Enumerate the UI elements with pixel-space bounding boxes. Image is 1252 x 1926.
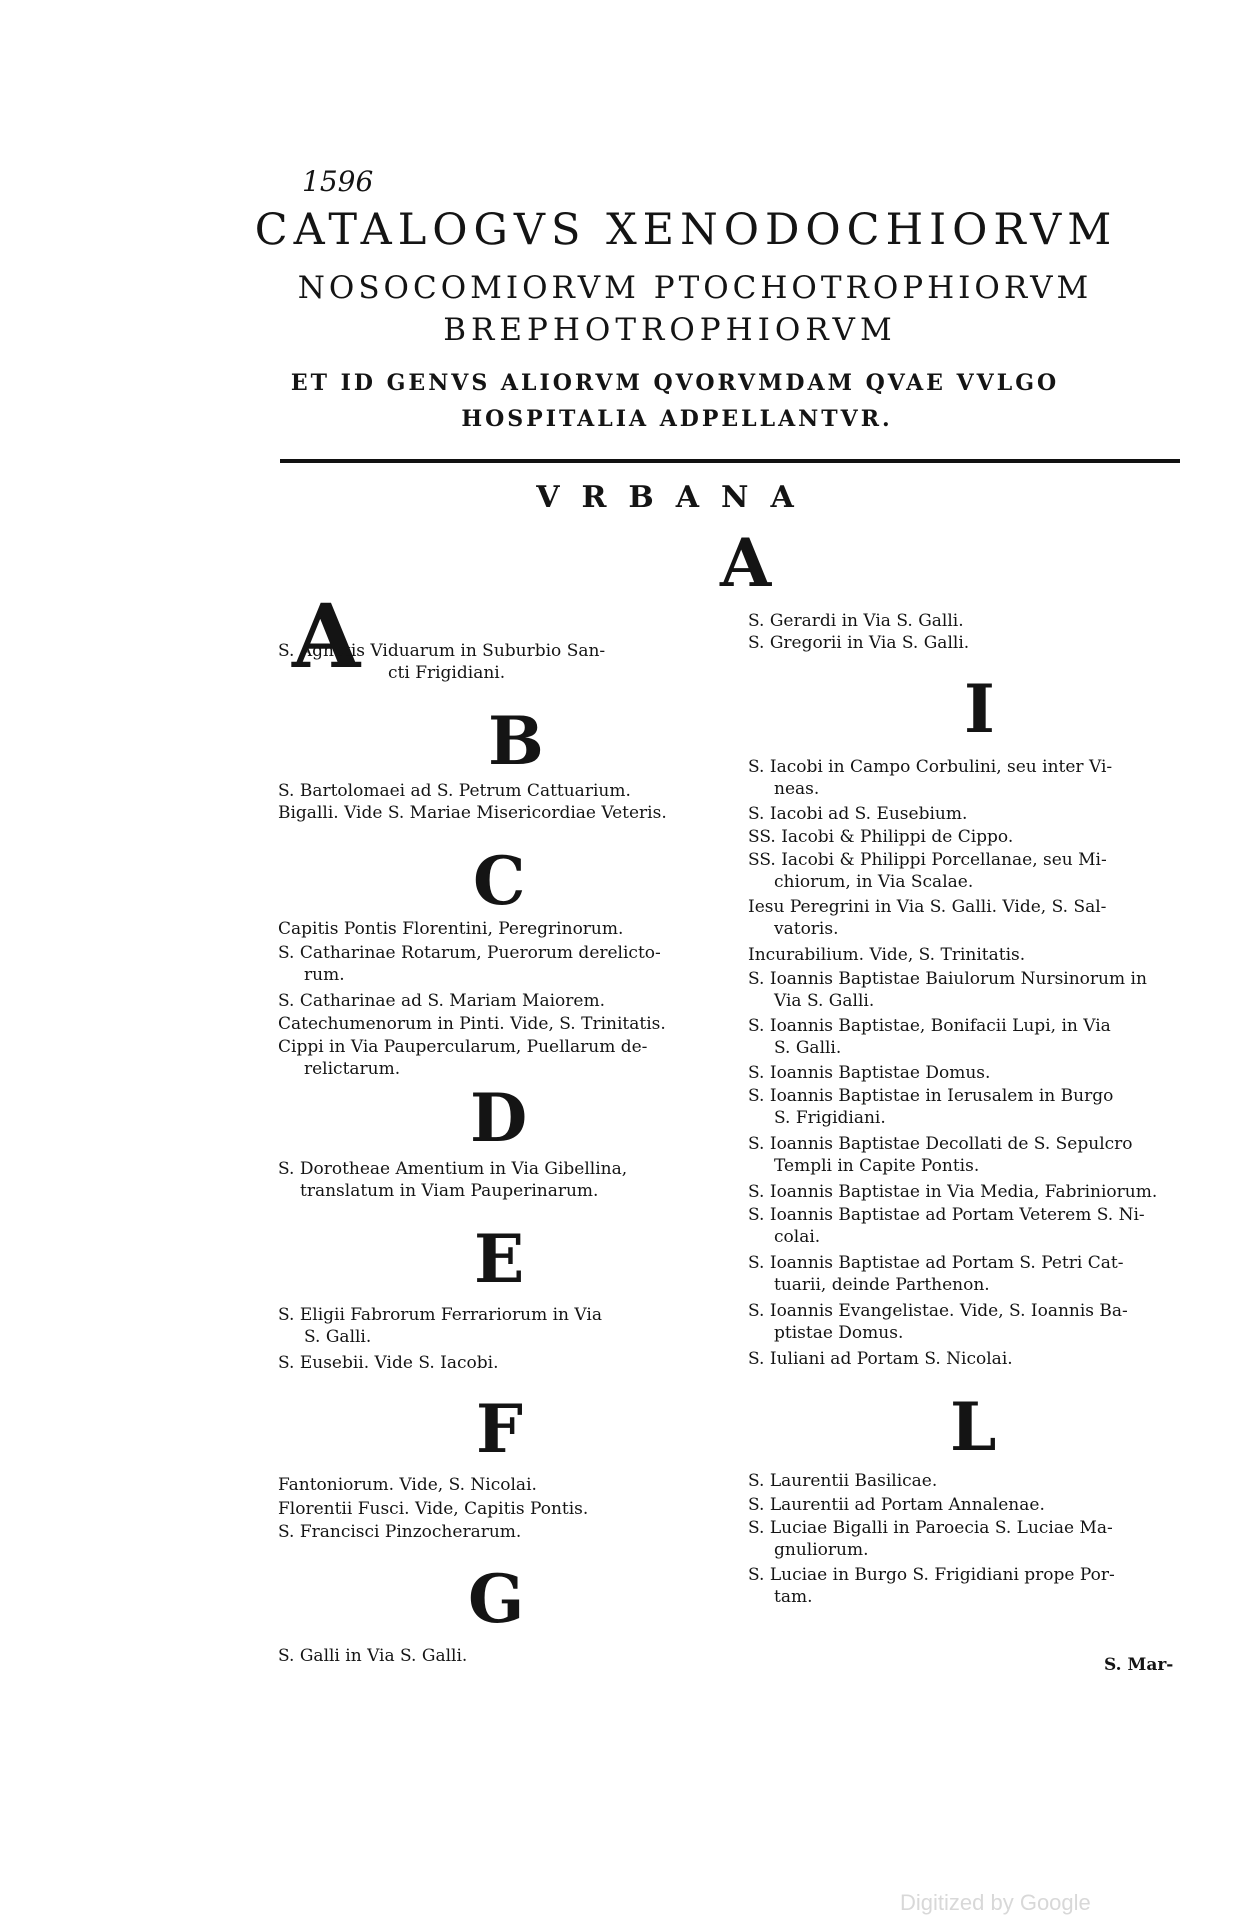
entry: S. Ioannis Baptistae ad Portam Veterem S. Ni- colai.	[748, 1205, 1145, 1247]
heading-line-1: CATALOGVS XENODOCHIORVM	[254, 205, 1118, 255]
entry: Cippi in Via Paupercularum, Puellarum de- relictarum.	[278, 1037, 648, 1079]
entry: S. Laurentii Basilicae.	[748, 1471, 938, 1491]
entry: S. Agnetis Viduarum in Suburbio San- cti Frigidiani.	[278, 641, 606, 683]
heading-line-4: ET ID GENVS ALIORVM QVORVMDAM QVAE VVLGO	[290, 370, 1060, 396]
entry: Catechumenorum in Pinti. Vide, S. Trinitatis.	[278, 1014, 666, 1034]
entry: Bigalli. Vide S. Mariae Misericordiae Veteris.	[278, 803, 667, 823]
catchword: S. Mar-	[1104, 1655, 1174, 1675]
entry: S. Catharinae ad S. Mariam Maiorem.	[278, 991, 605, 1011]
entry: S. Ioannis Baptistae Decollati de S. Sepulcro Templi in Capite Pontis.	[748, 1134, 1133, 1176]
entry: S. Bartolomaei ad S. Petrum Cattuarium.	[278, 781, 631, 801]
entry: S. Iuliani ad Portam S. Nicolai.	[748, 1349, 1013, 1369]
heading-line-3: BREPHOTROPHIORVM	[443, 312, 897, 348]
letter-heading-a: A	[720, 524, 772, 602]
entry: S. Galli in Via S. Galli.	[278, 1646, 468, 1666]
entry: Florentii Fusci. Vide, Capitis Pontis.	[278, 1499, 589, 1519]
entry: S. Catharinae Rotarum, Puerorum derelicto- rum.	[278, 943, 661, 985]
horizontal-rule	[280, 459, 1180, 463]
entry: S. Ioannis Evangelistae. Vide, S. Ioannis Ba- ptistae Domus.	[748, 1301, 1128, 1343]
page-number: 1596	[302, 165, 374, 198]
section-title: VRBANA	[536, 480, 816, 515]
entry: S. Ioannis Baptistae Baiulorum Nursinorum in Via S. Galli.	[748, 969, 1147, 1011]
entry: S. Ioannis Baptistae ad Portam S. Petri Cat- tuarii, deinde Parthenon.	[748, 1253, 1124, 1295]
letter-heading-g: G	[468, 1560, 525, 1638]
letter-heading-d: D	[470, 1079, 528, 1157]
entry: S. Iacobi ad S. Eusebium.	[748, 804, 968, 824]
entry: SS. Iacobi & Philippi de Cippo.	[748, 827, 1014, 847]
letter-heading-a: A	[292, 584, 361, 688]
letter-heading-f: F	[476, 1390, 523, 1468]
entry: S. Gerardi in Via S. Galli.	[748, 611, 964, 631]
entry: S. Ioannis Baptistae in Ierusalem in Burgo S. Frigidiani.	[748, 1086, 1114, 1128]
entry: S. Ioannis Baptistae Domus.	[748, 1063, 991, 1083]
heading-line-2: NOSOCOMIORVM PTOCHOTROPHIORVM	[297, 270, 1093, 306]
entry: S. Dorotheae Amentium in Via Gibellina, translatum in Viam Pauperinarum.	[278, 1159, 628, 1201]
entry: Capitis Pontis Florentini, Peregrinorum.	[278, 919, 624, 939]
entry: S. Luciae Bigalli in Paroecia S. Luciae Ma- gnuliorum.	[748, 1518, 1113, 1560]
entry: S. Francisci Pinzocherarum.	[278, 1522, 522, 1542]
heading-line-5: HOSPITALIA ADPELLANTVR.	[461, 406, 893, 432]
letter-heading-i: I	[964, 670, 995, 748]
letter-heading-l: L	[950, 1388, 997, 1466]
entry: S. Luciae in Burgo S. Frigidiani prope Por- tam.	[748, 1565, 1115, 1607]
entry: S. Iacobi in Campo Corbulini, seu inter Vi- neas.	[748, 757, 1113, 799]
letter-heading-c: C	[473, 842, 526, 920]
letter-heading-e: E	[474, 1220, 525, 1298]
entry: S. Laurentii ad Portam Annalenae.	[748, 1495, 1045, 1515]
entry: Fantoniorum. Vide, S. Nicolai.	[278, 1475, 537, 1495]
entry: S. Ioannis Baptistae in Via Media, Fabriniorum.	[748, 1182, 1158, 1202]
entry: Incurabilium. Vide, S. Trinitatis.	[748, 945, 1026, 965]
entry: SS. Iacobi & Philippi Porcellanae, seu Mi- chiorum, in Via Scalae.	[748, 850, 1107, 892]
entry: S. Eligii Fabrorum Ferrariorum in Via S. Galli.	[278, 1305, 602, 1347]
entry: Iesu Peregrini in Via S. Galli. Vide, S. Sal- vatoris.	[748, 897, 1107, 939]
entry: S. Gregorii in Via S. Galli.	[748, 633, 970, 653]
letter-heading-b: B	[488, 702, 544, 780]
watermark: Digitized by Google	[900, 1890, 1091, 1915]
entry: S. Ioannis Baptistae, Bonifacii Lupi, in Via S. Galli.	[748, 1016, 1111, 1058]
entry: S. Eusebii. Vide S. Iacobi.	[278, 1353, 499, 1373]
